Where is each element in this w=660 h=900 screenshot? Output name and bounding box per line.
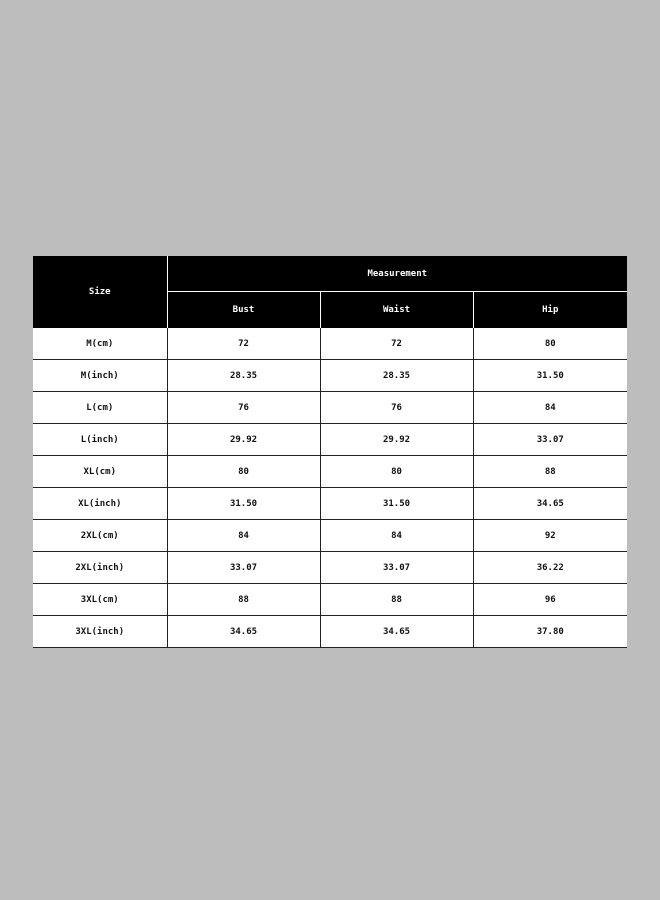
waist-cell: 84 — [320, 520, 473, 552]
bust-cell: 29.92 — [167, 424, 320, 456]
hip-cell: 31.50 — [473, 360, 627, 392]
table-row — [33, 584, 627, 616]
table-row — [33, 552, 627, 584]
size-cell: 3XL(inch) — [33, 616, 167, 648]
table-row — [33, 616, 627, 648]
waist-cell: 33.07 — [320, 552, 473, 584]
table-row — [33, 488, 627, 520]
bust-cell: 84 — [167, 520, 320, 552]
bust-cell: 33.07 — [167, 552, 320, 584]
table-row — [33, 520, 627, 552]
waist-cell: 80 — [320, 456, 473, 488]
waist-cell: 31.50 — [320, 488, 473, 520]
hip-cell: 96 — [473, 584, 627, 616]
waist-cell: 76 — [320, 392, 473, 424]
hip-cell: 92 — [473, 520, 627, 552]
size-cell: 2XL(inch) — [33, 552, 167, 584]
size-cell: XL(cm) — [33, 456, 167, 488]
header-row-top — [33, 256, 627, 292]
table-row — [33, 328, 627, 360]
waist-cell: 88 — [320, 584, 473, 616]
bust-cell: 34.65 — [167, 616, 320, 648]
size-column-header: Size — [33, 256, 167, 328]
hip-cell: 34.65 — [473, 488, 627, 520]
size-chart-table — [33, 256, 627, 648]
hip-cell: 33.07 — [473, 424, 627, 456]
bust-cell: 80 — [167, 456, 320, 488]
hip-cell: 80 — [473, 328, 627, 360]
bust-cell: 72 — [167, 328, 320, 360]
bust-cell: 28.35 — [167, 360, 320, 392]
waist-column-header: Waist — [320, 292, 473, 329]
table-row — [33, 456, 627, 488]
hip-cell: 36.22 — [473, 552, 627, 584]
bust-cell: 88 — [167, 584, 320, 616]
waist-cell: 34.65 — [320, 616, 473, 648]
hip-cell: 84 — [473, 392, 627, 424]
size-cell: XL(inch) — [33, 488, 167, 520]
size-cell: 3XL(cm) — [33, 584, 167, 616]
bust-column-header: Bust — [167, 292, 320, 329]
table-row — [33, 424, 627, 456]
hip-cell: 88 — [473, 456, 627, 488]
measurement-header: Measurement — [167, 256, 627, 292]
size-cell: M(inch) — [33, 360, 167, 392]
size-cell: M(cm) — [33, 328, 167, 360]
size-cell: 2XL(cm) — [33, 520, 167, 552]
hip-column-header: Hip — [473, 292, 627, 329]
waist-cell: 28.35 — [320, 360, 473, 392]
size-cell: L(cm) — [33, 392, 167, 424]
size-cell: L(inch) — [33, 424, 167, 456]
waist-cell: 29.92 — [320, 424, 473, 456]
hip-cell: 37.80 — [473, 616, 627, 648]
waist-cell: 72 — [320, 328, 473, 360]
table-row — [33, 360, 627, 392]
bust-cell: 31.50 — [167, 488, 320, 520]
table-row — [33, 392, 627, 424]
bust-cell: 76 — [167, 392, 320, 424]
